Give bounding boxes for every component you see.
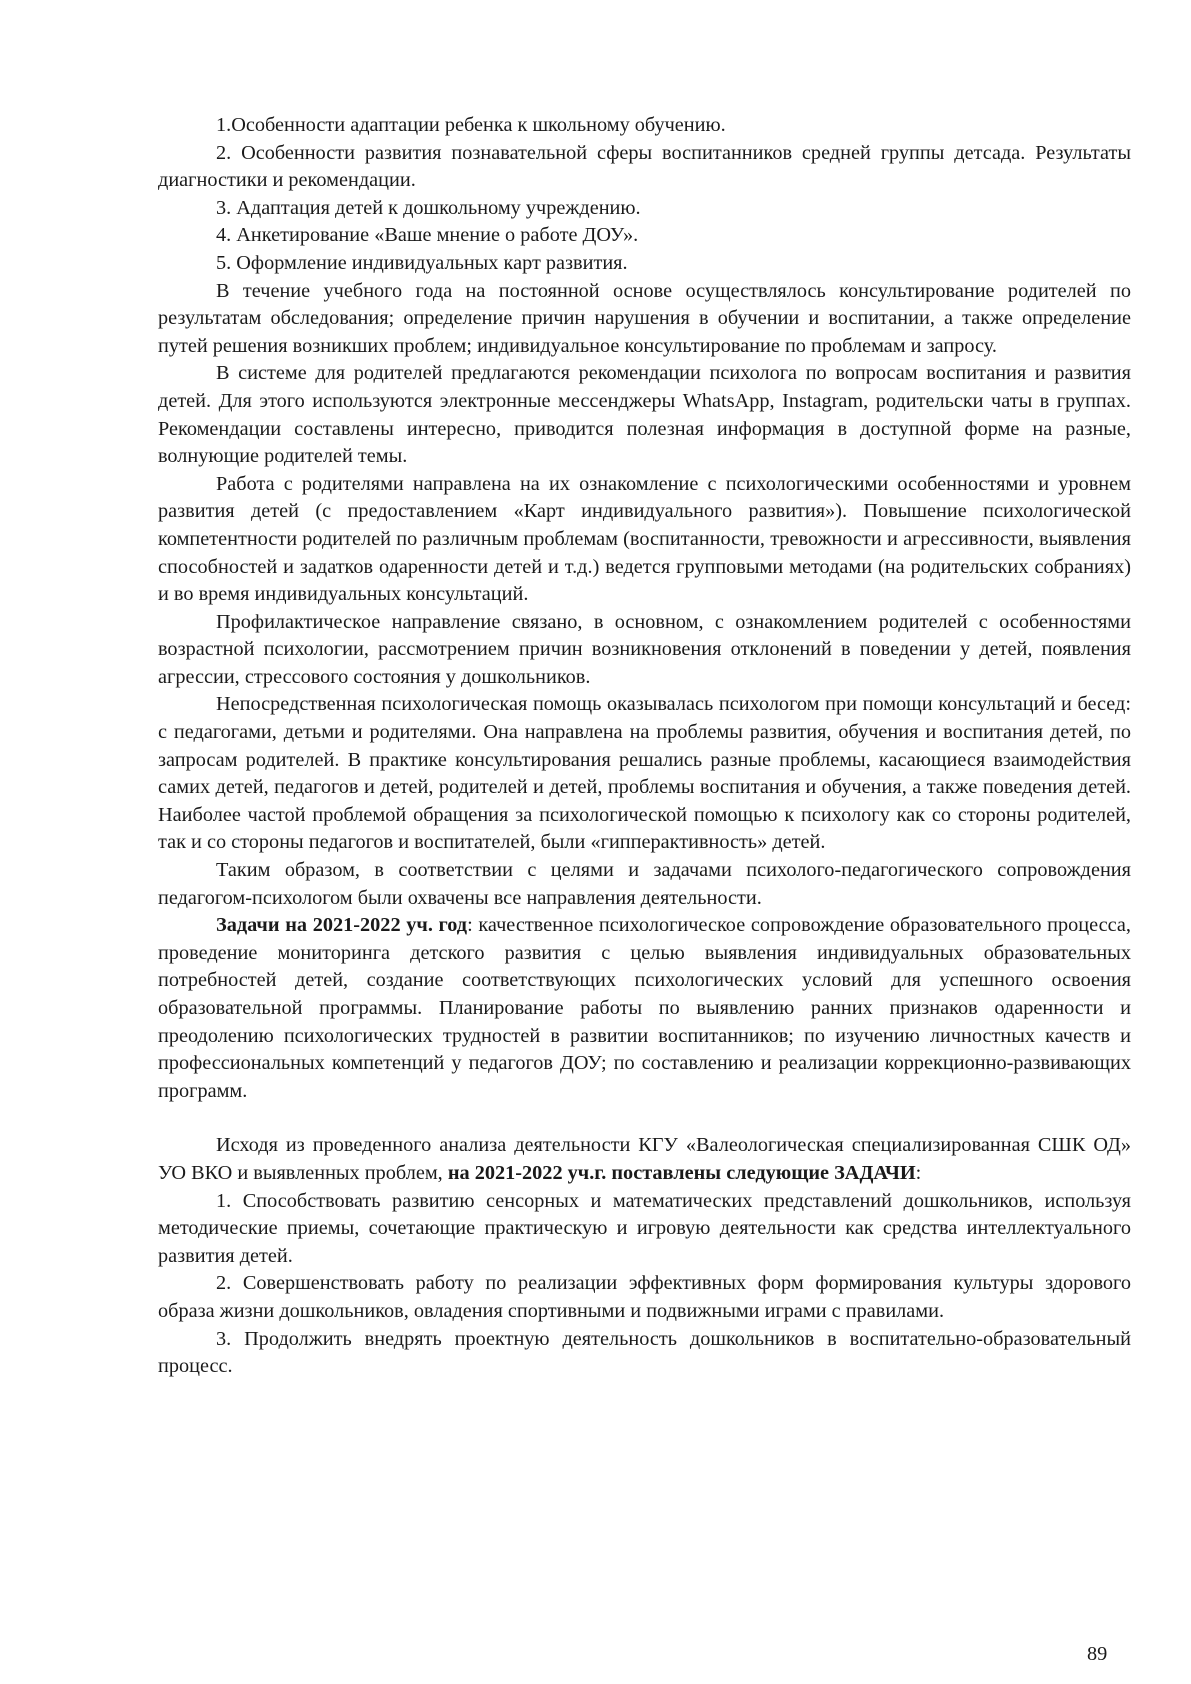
- document-body: [158, 112, 1131, 1381]
- conclusion-paragraph: [158, 1132, 1131, 1187]
- conclusion-tail: :: [915, 1161, 922, 1184]
- page-number: 89: [1087, 1643, 1108, 1665]
- list-item: 2. Особенности развития познавательной сферы воспитанников средней группы детсада. Результаты диагностики и рекомендации.: [158, 141, 1131, 192]
- paragraph: В системе для родителей предлагаются рекомендации психолога по вопросам воспитания и развития детей. Для этого используются электронные мессенджеры WhatsApp, Instagram, родительски чаты в группах. Рекомендации составлены интересно, приводится полезная информация в доступной форме на разные, волнующие родителей темы.: [158, 362, 1131, 468]
- goal-item: 3. Продолжить внедрять проектную деятельность дошкольников в воспитательно-образовательный процесс.: [158, 1327, 1131, 1378]
- list-item: 3. Адаптация детей к дошкольному учреждению.: [216, 196, 641, 219]
- tasks-paragraph: [158, 912, 1131, 1105]
- paragraph: Профилактическое направление связано, в основном, с ознакомлением родителей с особенностями возрастной психологии, рассмотрением причин возникновения отклонений в поведении у детей, появления агрессии, стрессового состояния у дошкольников.: [158, 610, 1131, 688]
- paragraph: Таким образом, в соответствии с целями и задачами психолого-педагогического сопровождения педагогом-психологом были охвачены все направления деятельности.: [158, 859, 1131, 909]
- conclusion-bold: на 2021-2022 уч.г. поставлены следующие ЗАДАЧИ: [447, 1161, 916, 1184]
- paragraph: Работа с родителями направлена на их ознакомление с психологическими особенностями и уровнем развития детей (с предоставлением «Карт индивидуального развития»). Повышение психологической компетентности родителей по различным проблемам (воспитанности, тревожности и агрессивности, выявления способностей и задатков одаренности детей и т.д.) ведется групповыми методами (на родительских собраниях) и во время индивидуальных консультаций.: [158, 472, 1131, 606]
- list-item: 1.Особенности адаптации ребенка к школьному обучению.: [216, 114, 726, 136]
- goal-item: 1. Способствовать развитию сенсорных и математических представлений дошкольников, используя методические приемы, сочетающие практическую и игровую деятельности как средства интеллектуального развития детей.: [158, 1189, 1131, 1267]
- conclusion-text: Исходя из проведенного анализа деятельности КГУ «Валеологическая специализированная СШК ОД» УО ВКО и выявленных проблем,: [158, 1134, 1131, 1184]
- tasks-label: Задачи на 2021-2022 уч. год: [216, 914, 468, 937]
- goal-item: 2. Совершенствовать работу по реализации эффективных форм формирования культуры здорового образа жизни дошкольников, овладения спортивными и подвижными играми с правилами.: [158, 1272, 1131, 1322]
- paragraph: Непосредственная психологическая помощь оказывалась психологом при помощи консультаций и бесед: с педагогами, детьми и родителями. Она направлена на проблемы развития, обучения и воспитания детей, по запросам родителей. В практике консультирования решались разные проблемы, касающиеся взаимодействия самих детей, педагогов и детей, родителей и детей, проблемы воспитания и обучения, а также поведения детей. Наиболее частой проблемой обращения за психологической помощью к психологу как со стороны родителей, так и со стороны педагогов и воспитателей, были «гипперактивность» детей.: [158, 693, 1131, 854]
- paragraph-gap: [158, 1105, 1131, 1132]
- list-item: 4. Анкетирование «Ваше мнение о работе ДОУ».: [216, 224, 639, 247]
- tasks-text: : качественное психологическое сопровождение образовательного процесса, проведение мониторинга детского развития с целью выявления индивидуальных образовательных потребностей детей, создание соответствующих психологических условий для успешного освоения образовательной программы. Планирование работы по выявлению ранних признаков одаренности и преодолению психологических трудностей в развитии воспитанников; по изучению личностных качеств и профессиональных компетенций у педагогов ДОУ; по составлению и реализации коррекционно-развивающих программ.: [158, 914, 1131, 1102]
- list-item: 5. Оформление индивидуальных карт развития.: [216, 251, 628, 274]
- paragraph: В течение учебного года на постоянной основе осуществлялось консультирование родителей по результатам обследования; определение причин нарушения в обучении и воспитании, а также определение путей решения возникших проблем; индивидуальное консультирование по проблемам и запросу.: [158, 279, 1131, 357]
